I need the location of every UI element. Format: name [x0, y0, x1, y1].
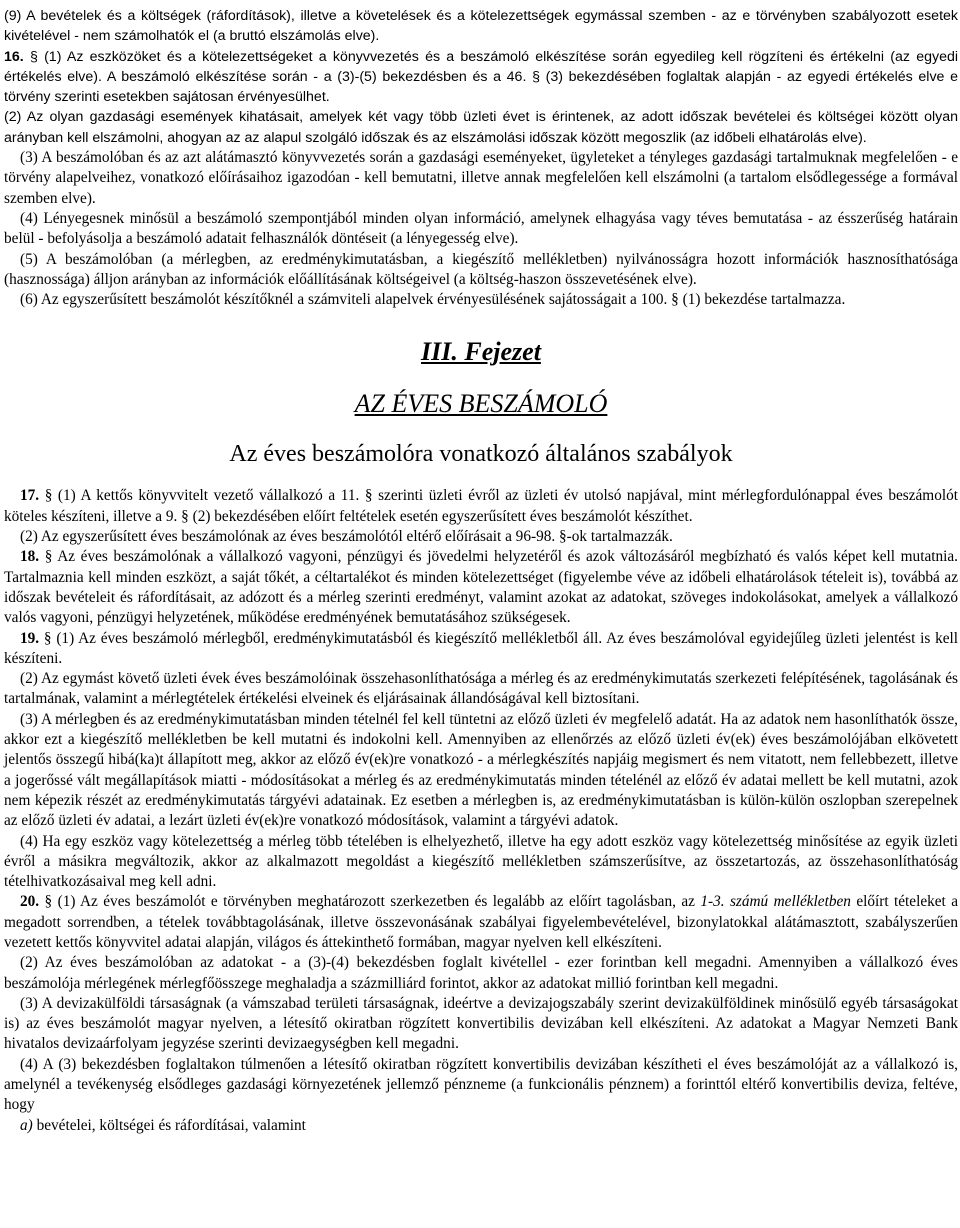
section-16-paragraph-3 — [4, 148, 958, 209]
text: (4) A (3) bekezdésben foglaltakon túlmenően a létesítő okiratban rögzített konvertibilis devizában készítheti el éves beszámolóját az a vállalkozó is, amelynél a tevékenység elsődleges gazdasági környezetének jellemző pénzneme (a funkcionális pénznem) a forinttól eltérő konvertibilis deviza, feltéve, hogy — [4, 1055, 958, 1114]
text: (1) Az eszközöket és a kötelezettségeket a könyvvezetés és a beszámoló elkészítése során egyedileg kell rögzíteni és értékelni (az egyedi értékelés elve). A beszámoló elkészítése során - a (3)-(5) bekezdésben és a 46. — [4, 48, 958, 85]
text: (1) bekezdése tartalmazza. — [678, 291, 846, 309]
section-17-paragraph-2 — [4, 527, 958, 547]
text: (2) Az egyszerűsített éves beszámolónak az éves beszámolótól eltérő előírásait a 96-98. — [20, 528, 560, 546]
text: (6) Az egyszerűsített beszámolót készítőknél a számviteli alapelvek érvényesülésének sajátosságait a 100. — [20, 291, 672, 309]
text: (2) Az éves beszámolóban az adatokat - a (3)-(4) bekezdésben foglalt kivétellel - ezer forintban kell megadni. Amennyiben a vállalkozó éves beszámolója mérlegének mérlegfőösszege meghaladja a százmilliárd forintot, akkor az adatokat millió forintban kell megadni. — [4, 954, 958, 992]
section-sign[interactable]: § — [181, 507, 189, 525]
section-16-paragraph-4 — [4, 209, 958, 250]
text: (1) A kettős könyvvitelt vezető vállalkozó a 11. — [52, 487, 365, 505]
paragraph-9 — [4, 6, 958, 47]
section-sign[interactable]: § — [29, 48, 38, 65]
text: (3) A devizakülföldi társaságnak (a vámszabad területi társaságnak, ideértve a devizajogszabály szerint devizakülföldinek minősülő egyéb társaságokat is) az éves beszámolót magyar nyelven, a létesítő okiratban rögzített konvertibilis devizában kell elkészíteni. Az adatokat a Magyar Nemzeti Bank hivatalos devizaárfolyam jegyzése szerinti devizaegységben kell megadni. — [4, 994, 958, 1053]
section-sign[interactable]: § — [532, 68, 540, 85]
section-16-paragraph-1 — [4, 47, 958, 108]
section-20-paragraph-3 — [4, 994, 958, 1055]
text: (2) Az olyan gazdasági események kihatásait, amelyek két vagy több üzleti évet is érintenek, az adott időszak bevételei és költségei között olyan arányban kell elszámolni, ahogyan az az alapul szolgáló időszak és az elszámolási időszak között megoszlik (az időbeli elhatárolás elve). — [4, 109, 958, 146]
text: (9) A bevételek és a költségek (ráfordítások), illetve a követelések és a kötelezettségek egymással szemben - az e törvényben szabályozott esetek kivételével - nem számolhatók el (a bruttó elszámolás elve). — [4, 8, 958, 45]
text: -ok tartalmazzák. — [566, 528, 673, 546]
section-number: 20. — [20, 893, 40, 911]
section-number: 17. — [20, 487, 40, 505]
section-18 — [4, 547, 958, 628]
chapter-title: AZ ÉVES BESZÁMOLÓ — [354, 389, 608, 419]
annex-reference: 1-3. számú mellékletben — [700, 893, 851, 911]
section-sign[interactable]: § — [559, 528, 567, 546]
section-19-paragraph-2 — [4, 669, 958, 710]
text: bevételei, költségei és ráfordításai, valamint — [32, 1116, 306, 1134]
section-sign[interactable]: § — [364, 487, 373, 505]
chapter-subtitle: Az éves beszámolóra vonatkozó általános szabályok — [229, 441, 733, 468]
text: (1) Az éves beszámolót e törvényben meghatározott szerkezetben és legalább az előírt tagolásban, az — [52, 893, 701, 911]
section-sign[interactable]: § — [44, 893, 53, 911]
section-16-paragraph-6 — [4, 290, 958, 310]
section-sign[interactable]: § — [43, 629, 52, 647]
section-20-point-a — [4, 1116, 958, 1136]
point-label: a) — [20, 1116, 33, 1134]
text: (3) bekezdésében foglaltak alapján - az egyedi értékelés elve e törvény szerinti esetekben sajátosan érvényesülhet. — [4, 68, 958, 106]
section-17-paragraph-1 — [4, 486, 958, 527]
section-20-paragraph-2 — [4, 953, 958, 994]
section-sign[interactable]: § — [671, 291, 679, 309]
text: (2) bekezdésében előírt feltételek esetén egyszerűsített éves beszámolót készíthet. — [188, 507, 693, 525]
section-sign[interactable]: § — [44, 548, 53, 566]
text: szerinti üzleti évről az üzleti év utolsó napjával, mint mérlegfordulónappal éves beszámolót köteles készíteni, illetve a 9. — [4, 487, 958, 525]
section-20-paragraph-4 — [4, 1055, 958, 1116]
section-19-paragraph-1 — [4, 629, 958, 670]
section-16-paragraph-2 — [4, 107, 958, 148]
text: (4) Lényegesnek minősül a beszámoló szempontjából minden olyan információ, amelynek elhagyása vagy téves bemutatása - az ésszerűség határain belül - befolyásolja a beszámoló adatait felhasználók döntéseit (a lényegesség elve). — [4, 209, 958, 248]
section-19-paragraph-3 — [4, 710, 958, 832]
section-number: 18. — [20, 548, 40, 566]
text: Az éves beszámolónak a vállalkozó vagyoni, pénzügyi és jövedelmi helyzetéről és azok változásáról megbízható és valós képet kell mutatnia. Tartalmaznia kell minden eszközt, a saját tőkét, a céltartalékot és minden kötelezettséget (figyelembe véve az időbeli elhatárolások tételeit is), továbbá az időszak bevételeit és ráfordításait, az adózott és a mérleg szerinti eredményt, valamint azokat az adatokat, szöveges indokolásokat, amelyek a vállalkozó valós vagyoni, pénzügyi helyzetének, működése eredményének bemutatásához szükségesek. — [4, 548, 958, 627]
text: (2) Az egymást követő üzleti évek éves beszámolóinak összehasonlíthatósága a mérleg és az eredménykimutatás szerkezeti felépítésének, tagolásának és tartalmának, valamint a mérlegtételek értékelési elveinek és eljárásainak állandóságával kell biztosítani. — [4, 670, 958, 708]
chapter-heading: III. Fejezet — [421, 337, 541, 367]
section-20-paragraph-1 — [4, 892, 958, 953]
section-number: 19. — [20, 629, 40, 647]
text: (3) A mérlegben és az eredménykimutatásban minden tételnél fel kell tüntetni az előző üzleti év megfelelő adatát. Ha az adatok nem hasonlíthatók össze, akkor ezt a kiegészítő mellékletben be kell mutatni és indokolni kell. Amennyiben az ellenőrzés az előző üzleti év(ek) éves beszámolójában elkövetett jelentős összegű hibá(ka)t állapított meg, akkor az előző év(ek)re vonatkozó - a mérlegkészítés napjáig megismert és nem vitatott, nem fellebbezett, illetve a jogerőssé vált megállapítások miatti - módosításokat a mérleg és az eredménykimutatás minden tételénél az előző év adatai mellett be kell mutatni, azok nem képezik részét az eredménykimutatás tárgyévi adatainak. Ez esetben a mérlegben is, az eredménykimutatásban is külön-külön oszlopban szerepelnek az előző üzleti év adatai, a lezárt üzleti év(ek)re vonatkozó módosítások, valamint a tárgyévi adatok. — [4, 710, 958, 830]
text: (5) A beszámolóban (a mérlegben, az eredménykimutatásban, a kiegészítő mellékletben) nyilvánosságra hozott információk hasznosíthatósága (hasznossága) álljon arányban az információk előállításának költségeivel (a költség-haszon összevetésének elve). — [4, 250, 958, 288]
text: (4) Ha egy eszköz vagy kötelezettség a mérleg több tételében is elhelyezhető, illetve ha egy adott eszköz vagy kötelezettség minősítése az egyik üzleti évről a másikra megváltozik, akkor az alkalmazott megoldást a kiegészítő mellékletben számszerűsítve, az összetartozás, az összehasonlíthatóság tételhivatkozásaival meg kell adni. — [4, 832, 958, 891]
text: előírt tételeket a megadott sorrendben, a tételek továbbtagolásának, illetve összevonásának szabályai figyelembevételével, bizonylatokkal alátámasztott, szabályszerűen vezetett kettős könyvvitel adatai alapján, világos és áttekinthető formában, magyar nyelven kell elkészíteni. — [4, 893, 959, 951]
text: (1) Az éves beszámoló mérlegből, eredménykimutatásból és kiegészítő mellékletből áll. Az éves beszámolóval egyidejűleg üzleti jelentést is kell készíteni. — [4, 629, 959, 667]
section-19-paragraph-4 — [4, 832, 958, 893]
text: (3) A beszámolóban és az azt alátámasztó könyvvezetés során a gazdasági eseményeket, ügyleteket a tényleges gazdasági tartalmuknak megfelelően - e törvény alapelveihez, vonatkozó előírásaihoz igazodóan - kell bemutatni, illetve annak megfelelően kell elszámolni (a tartalom elsődlegessége a formával szemben elve). — [4, 149, 958, 207]
section-16-paragraph-5 — [4, 250, 958, 291]
section-sign[interactable]: § — [44, 487, 53, 505]
section-number: 16. — [4, 48, 24, 65]
